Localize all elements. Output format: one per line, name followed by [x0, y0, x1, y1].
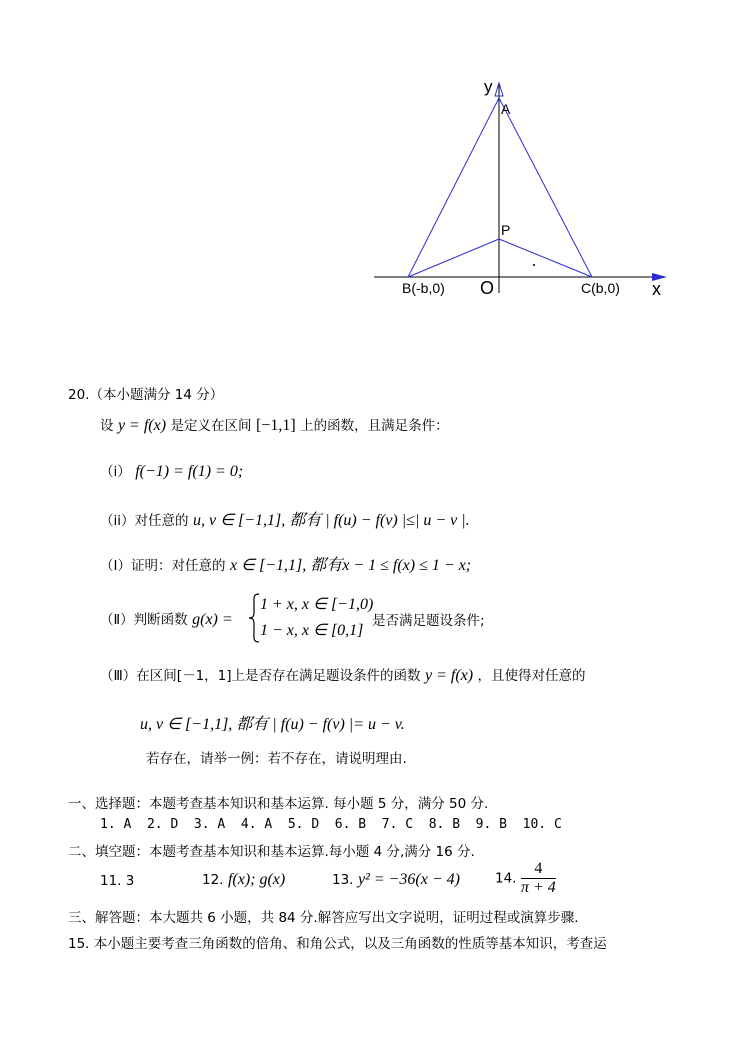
part-3-suffix: ，且使得对任意的 — [477, 668, 586, 684]
answers-section-2-title: 二、填空题：本题考查基本知识和基本运算.每小题 4 分,满分 16 分. — [68, 844, 475, 860]
answer-12-label: 12. — [202, 872, 224, 888]
part-3-math: y = f(x) — [424, 667, 474, 684]
q20-intro — [100, 414, 449, 435]
condition-i-label: （i） — [100, 464, 131, 480]
point-c-label: C(b,0) — [581, 280, 620, 296]
part-2-function: g(x) = — [192, 611, 233, 628]
intro-math-function: y = f(x) — [117, 417, 167, 434]
answer-13-label: 13. — [332, 872, 354, 888]
piecewise-brace — [247, 592, 261, 644]
part-3 — [100, 664, 586, 685]
intro-suffix: 上的函数，且满足条件： — [300, 418, 449, 434]
piecewise-case-1: 1 + x, x ∈ [−1,0) — [260, 596, 374, 613]
part-2-label: （Ⅱ）判断函数 — [100, 612, 188, 628]
stray-dot — [533, 264, 535, 266]
part-1 — [100, 552, 471, 575]
origin-label: O — [480, 278, 495, 298]
answers-choice-list: 1. A 2. D 3. A 4. A 5. D 6. B 7. C 8. B 9. B 10. C — [100, 817, 562, 832]
answer-14-label: 14. — [495, 870, 517, 887]
condition-ii-math: u, v ∈ [−1,1], 都有 | f(u) − f(v) |≤| u − v |. — [192, 512, 470, 529]
answer-14-denominator: π + 4 — [520, 879, 556, 896]
condition-ii — [100, 507, 470, 530]
part-3-prefix: （Ⅲ）在区间[－1，1]上是否存在满足题设条件的函数 — [100, 668, 421, 684]
answer-14-fraction — [521, 860, 556, 897]
side-ac — [499, 98, 592, 277]
intro-math-interval: [−1,1] — [255, 417, 296, 434]
intro-prefix: 设 — [100, 418, 114, 434]
answer-13 — [332, 871, 460, 889]
answer-14-numerator: 4 — [521, 860, 556, 879]
side-ab — [408, 98, 499, 277]
x-axis-label: x — [652, 279, 661, 299]
condition-i-math: f(−1) = f(1) = 0; — [135, 463, 244, 480]
condition-ii-label: （ii）对任意的 — [100, 513, 189, 529]
answer-12 — [202, 871, 285, 889]
y-axis-label: y — [484, 77, 493, 96]
answer-12-math: f(x); g(x) — [227, 871, 286, 888]
segment-cp — [499, 239, 592, 277]
part-2 — [100, 608, 233, 629]
part-3-line-3: 若存在，请举一例：若不存在，请说明理由. — [146, 751, 407, 767]
answers-section-3-title: 三、解答题：本大题共 6 小题，共 84 分.解答应写出文字说明，证明过程或演算步骤. — [68, 910, 579, 926]
piecewise-case-2: 1 − x, x ∈ [0,1] — [260, 622, 364, 639]
part-2-suffix: 是否满足题设条件; — [372, 613, 485, 629]
segment-bp — [408, 239, 499, 277]
answer-11: 11. 3 — [100, 873, 135, 889]
triangle-diagram — [360, 75, 680, 310]
answer-14 — [495, 860, 556, 897]
intro-mid: 是定义在区间 — [170, 418, 252, 434]
answers-section-1-title: 一、选择题：本题考查基本知识和基本运算. 每小题 5 分，满分 50 分. — [68, 796, 489, 812]
point-a-label: A — [501, 101, 511, 117]
point-p-label: P — [501, 222, 511, 238]
answers-q15-text: 15. 本小题主要考查三角函数的倍角、和角公式，以及三角函数的性质等基本知识，考查运 — [68, 936, 607, 952]
part-1-math: x ∈ [−1,1], 都有x − 1 ≤ f(x) ≤ 1 − x; — [229, 557, 472, 574]
q20-header: 20.（本小题满分 14 分） — [68, 387, 224, 403]
point-b-label: B(-b,0) — [402, 280, 445, 296]
condition-i — [100, 460, 243, 481]
part-3-line-2: u, v ∈ [−1,1], 都有 | f(u) − f(v) |= u − v. — [140, 716, 405, 733]
answer-13-math: y² = −36(x − 4) — [357, 871, 460, 888]
part-1-label: （Ⅰ）证明：对任意的 — [100, 558, 226, 574]
